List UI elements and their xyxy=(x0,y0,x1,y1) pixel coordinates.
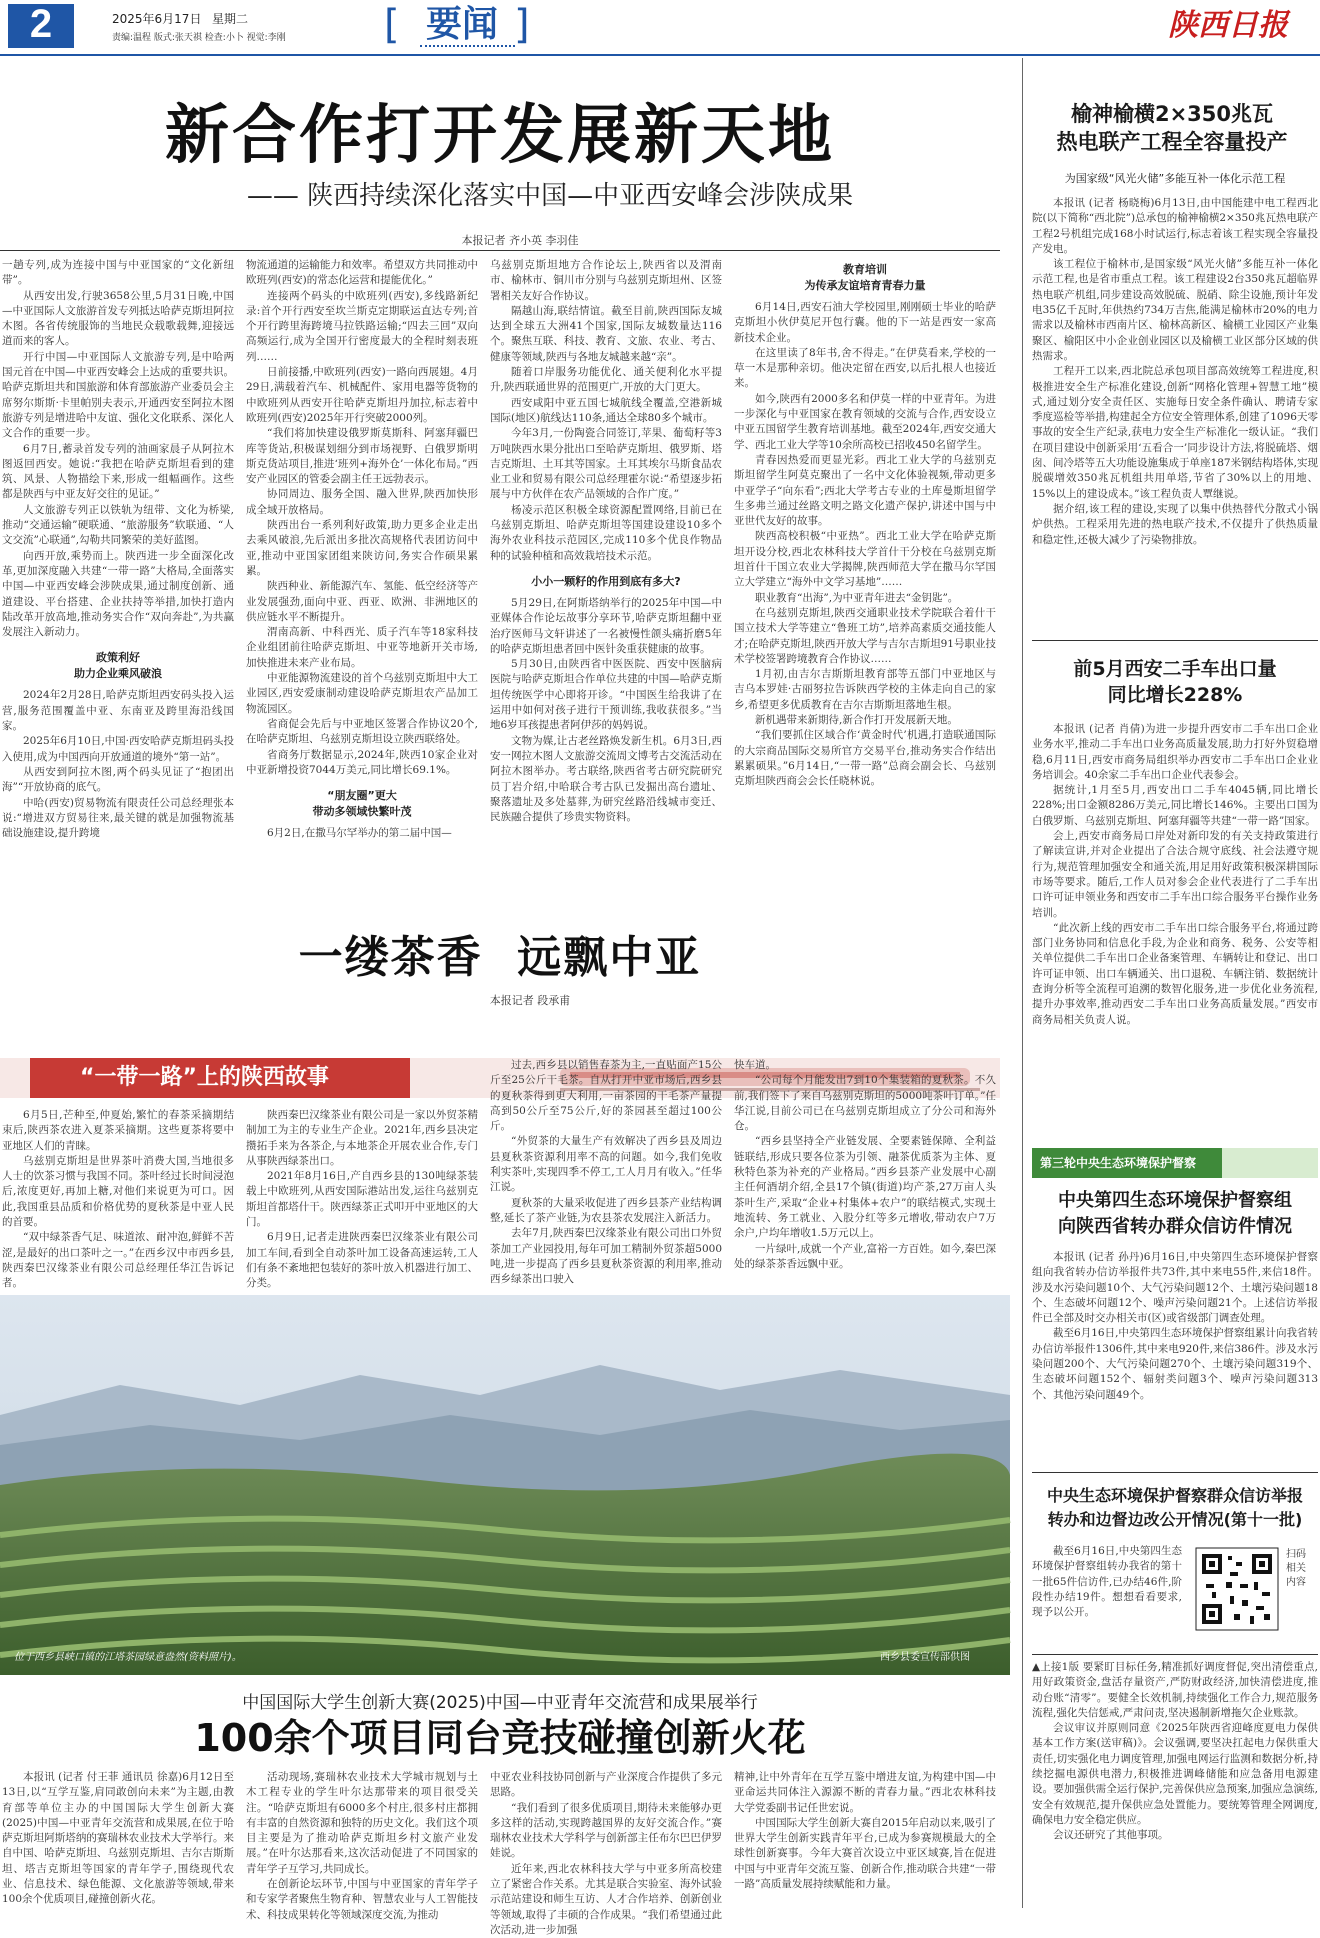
paragraph: 6月7日,蓄录首发专列的油画家晨子从阿拉木图返回西安。她说:“我把在哈萨克斯坦看到的建筑、风景、人物描绘下来,形成一组幅画作。这些都是陕西与中亚友好交往的见证。” xyxy=(2,442,234,501)
lead-col-2 xyxy=(246,258,478,908)
paragraph: “外贸茶的大量生产有效解决了西乡县及周边县夏秋茶资源利用率不高的问题。如今,我们免收利实茶叶,实现四季不停工,工人月月有收入。”任华江说。 xyxy=(490,1135,722,1194)
paragraph: 中哈(西安)贸易物流有限责任公司总经理张本说:“增进双方贸易往来,最关键的就是加强物流基础设施建设,提升跨境 xyxy=(2,796,234,840)
paragraph: 杨凌示范区积极全球资源配置网络,目前已在乌兹别克斯坦、哈萨克斯坦等国建设建设10多个海外农业科技示范园区,完成110多个优良作物品种的试验种植和高效栽培技术示范。 xyxy=(490,503,722,562)
paragraph: 会上,西安市商务局口岸处对新印发的有关支持政策进行了解读宣讲,并对企业提出了合法合规守底线、社会法遵守规行为,规范管理加强安全和通关流,用足用好政策积极深耕国际市场等要求。随后,工作人员对参会企业代表进行了二手车出口许可证申领业务和西安市二手车出口综合服务平台操作业务培训。 xyxy=(1032,830,1318,919)
sidebar-story-1-subtitle: 为国家级“风光火储”多能互补一体化示范工程 xyxy=(1064,172,1286,185)
lead-col-4 xyxy=(734,258,996,908)
sidebar-story-4-body xyxy=(1032,1544,1182,1644)
paragraph: 乌兹别克斯坦是世界茶叶消费大国,当地很多人士的饮茶习惯与我国不同。茶叶经过长时间浸泡后,浓度更好,再加上糖,对他们来说更为可口。因此,我国重县品质和价格优势的夏秋茶是中亚人民的首要。 xyxy=(2,1154,234,1229)
paragraph: 近年来,西北农林科技大学与中亚多所高校建立了紧密合作关系。尤其是联合实验室、海外试验示范站建设和师生互访、人才合作培养、创新创业等领域,取得了丰硕的合作成果。“我们希望通过此次活动,进一步加强 xyxy=(490,1862,722,1936)
paragraph: 据介绍,该工程的建设,实现了以集中供热替代分散式小锅炉供热。工程采用先进的热电联产技术,不仅提升了供热质量和稳定性,还极大减少了污染物排放。 xyxy=(1032,502,1318,546)
paragraph: 本报讯 (记者 杨晓梅)6月13日,由中国能建中电工程西北院(以下简称“西北院”)总承包的榆神榆横2×350兆瓦热电联产工程2号机组完成168小时试运行,标志着该工程实现全容量投产发电。 xyxy=(1032,197,1318,255)
paragraph: “西乡县坚持全产业链发展、全要素链保障、全利益链联结,形成只要各位茶为引领、融茶优质茶为主体、夏秋特色茶为补充的产业格局。”西乡县茶产业发展中心副主任何酒胡介绍,全县17个镇(街道)均产茶,27万亩人头茶叶生产,采取“企业+村集体+农户”的联结模式,实现土地流转、务工就业、入股分红等多元增收,带动农户7万余户,户均年增收1.5万元以上。 xyxy=(734,1135,996,1240)
paragraph: ▲上接1版 要紧盯目标任务,精准抓好调度督促,突出清偿重点,用好政策资金,盘活存量资产,严防财政经济,加快清偿进度,推动台账“清零”。要健全长效机制,持续强化工作合力,规范服务流程,强化失信惩戒,严肃问责,坚决遏制新增拖欠企业账款。 xyxy=(1032,1661,1318,1719)
paragraph: 5月30日,由陕西省中医医院、西安中医脑病医院与哈萨克斯坦合作单位共建的中国—哈萨克斯坦传统医学中心即将开诊。“中国医生给我讲了在运用中如何对孩子进行干预训练,我收获很多。”当地6岁耳孩提患者阿伊莎的妈妈说。 xyxy=(490,658,722,732)
eco-banner xyxy=(1032,1148,1318,1178)
page-number: 2 xyxy=(29,2,53,46)
paragraph: “我们要抓住区域合作‘黄金时代’机遇,打造联通国际的大宗商品国际交易所官方交易平台,推动务实合作结出累累硕果。”6月14日,“一带一路”总商会副会长、乌兹别克斯坦陕西商会会长任晓林说。 xyxy=(734,729,996,788)
vertical-divider xyxy=(1022,58,1023,1908)
subhead: 教育培训 为传承友谊培育青春力量 xyxy=(804,263,926,292)
section-bracket-right: ] xyxy=(514,2,530,48)
bottom-col-3 xyxy=(490,1770,722,1936)
bottom-col-4 xyxy=(734,1770,996,1910)
paragraph: 5月29日,在阿斯塔纳举行的2025年中国—中亚媒体合作论坛故事分享环节,哈萨克斯坦翻中亚治疗医师马文轩讲述了一名被慢性颌头痛折磨5年的哈萨克斯坦患者回中医针灸重获健康的故事。 xyxy=(490,596,722,655)
sidebar-story-1-body xyxy=(1032,196,1318,626)
paragraph: 今年3月,一份陶瓷合同签订,苹果、葡萄籽等3万吨陕西水果分批出口至哈萨克斯坦、俄罗斯、塔吉克斯坦、土耳其等国家。土耳其埃尔马斯食品农业工业和贸易有限公司总经理霍尔说:“希望逐步拓展与中方伙伴在农产品领域的合作广度。” xyxy=(490,427,722,501)
lead-rule xyxy=(0,250,1000,251)
paragraph: 隔越山海,联结情谊。截至目前,陕西国际友城达到全球五大洲41个国家,国际友城数量达116个。聚焦互联、科技、教育、文旅、农业、考古、健康等领域,陕西与各地友城越来越“亲”。 xyxy=(490,304,722,363)
paragraph: 去年7月,陕西秦巴汉缘茶业有限公司出口外贸茶加工产业园投用,每年可加工精制外贸茶超5000吨,进一步提高了西乡县夏秋茶资源的利用率,推动西乡绿茶出口驶入 xyxy=(490,1227,722,1286)
paragraph: 精神,让中外青年在互学互鉴中增进友谊,为构建中国—中亚命运共同体注入源源不断的青春力量。”西北农林科技大学党委副书记任世宏说。 xyxy=(734,1771,996,1814)
section-dotted-rule xyxy=(420,45,515,47)
paragraph: 快车道。 xyxy=(734,1059,776,1071)
sidebar-story-4-title: 中央生态环境保护督察群众信访举报 转办和边督边改公开情况(第十一批) xyxy=(1046,1486,1303,1529)
paragraph: 活动现场,赛瑞林农业技术大学城市规划与土木工程专业的学生叶尔达那带来的项目很受关注。“哈萨克斯坦有6000多个村庄,很多村庄都拥有丰富的自然资源和独特的历史文化。我们这个项目主要是为了推动哈萨克斯坦乡村文旅产业发展。”在叶尔达那看来,这次活动促进了不同国家的青年学子互学习,共同成长。 xyxy=(246,1771,478,1875)
sidebar-story-3-body xyxy=(1032,1250,1318,1460)
paragraph: “此次新上线的西安市二手车出口综合服务平台,将通过跨部门业务协同和信息化手段,为企业和商务、税务、公安等相关单位提供二手车出口企业备案管理、车辆转让和登记、出口许可证申领、出口车辆通关、出口退税、车辆注销、数据统计查询分析等全流程可追溯的数智化服务,进一步优化业务流程,提升办事效率,推动西安二手车出口业务高质量发展。”西安市商务局相关负责人说。 xyxy=(1032,921,1318,1026)
tea-col-1 xyxy=(2,1108,234,1298)
banner-text: “一带一路”上的陕西故事 xyxy=(80,1065,329,1090)
sidebar-story-5-body xyxy=(1032,1660,1318,1910)
paragraph: 该工程位于榆林市,是国家级“风光火储”多能互补一体化示范工程,也是省市重点工程。该工程建设2台350兆瓦超临界热电联产机组,同步建设高效脱硫、脱硝、除尘设施,预计年发电35亿千瓦时,年供热约734万吉焦,能满足榆林市20%的电力需求以及榆林市西南片区、榆林高新区、榆横工业园区产业集聚区、榆阳区中小企业创业园区以及榆横工业区部分区域的供热需求。 xyxy=(1032,258,1318,362)
paragraph: 6月5日,芒种至,仲夏始,繁忙的春茶采摘期结束后,陕西茶农进入夏茶采摘期。这些夏茶将要中亚地区人们的青睐。 xyxy=(2,1109,234,1152)
paragraph: “公司每个月能发出7到10个集装箱的夏秋茶。不久前,我们签下了来自乌兹别克斯坦的5000吨茶叶订单。”任华江说,目前公司已在乌兹别克斯坦成立了分公司和海外仓。 xyxy=(734,1074,996,1133)
paragraph: 一趟专列,成为连接中国与中亚国家的“文化新纽带”。 xyxy=(2,259,234,287)
section-name: 要闻 xyxy=(425,4,498,45)
tea-col-3 xyxy=(490,1058,722,1308)
paragraph: 青春因热爱而更显光彩。西北工业大学的乌兹别克斯坦留学生阿莫克聚出了一名中文化体验视频,带动更多中亚学子“向东看”;西北大学考古专业的土库曼斯坦留学生多弗兰通过丝路文明之路文化遗产保护,讲述中国与中亚世代友好的故事。 xyxy=(734,453,996,528)
paragraph: 会议还研究了其他事项。 xyxy=(1053,1829,1169,1842)
paragraph: 本报讯 (记者 付王菲 通讯员 徐嘉)6月12日至13日,以“互学互鉴,肩同敢创向未来”为主题,由教育部等单位主办的中国国际大学生创新大赛(2025)中国—中亚青年交流营和成果展,在位于哈萨克斯坦阿斯塔纳的赛瑞林农业技术大学举行。来自中国、哈萨克斯坦、乌兹别克斯坦、吉尔吉斯斯坦、塔吉克斯坦等国家的青年学子,围绕现代农业、信息技术、绿色能源、文化旅游等领域,带来100余个优质项目,碰撞创新火花。 xyxy=(2,1771,234,1906)
tea-col-4 xyxy=(734,1058,996,1308)
sidebar-rule xyxy=(1032,1654,1318,1655)
paragraph: 连接两个码头的中欧班列(西安),多线路新纪录:首个开行西安至坎兰斯克定期联运直达专列;首个开行跨里海跨境马拉铁路运输;“四去三回”双向高频运行,成为全国开行密度最大的全程时刻表班列…… xyxy=(246,289,478,363)
sidebar-story-2-body xyxy=(1032,722,1318,1142)
editors-line: 责编:温程 版式:张天祺 检查:小卜 视觉:李刚 xyxy=(112,33,286,43)
paragraph: 本报讯 (记者 肖倩)为进一步提升西安市二手车出口企业业务水平,推动二手车出口业务高质量发展,助力打好外贸稳增稳,6月11日,西安市商务局组织举办西安市二手车出口企业业务培训会。40余家二手车出口企业代表参会。 xyxy=(1032,723,1318,781)
subhead: 小小一颗籽的作用到底有多大? xyxy=(531,574,681,588)
bottom-headline: 100余个项目同台竞技碰撞创新火花 xyxy=(194,1716,806,1760)
paragraph: “我们将加快建设俄罗斯莫斯科、阿塞拜疆巴库等货站,积极谋划细分到市场视野、白俄罗斯明斯克货站项目,推进‘班列+海外仓’一体化布局。”西安产业园区的管委会副主任王远勃表示。 xyxy=(246,427,478,486)
paragraph: 文物为媒,让古老丝路焕发新生机。6月3日,西安一网拉木图人文旅游交流周文博考古交流活动在阿拉木图举办。考古联络,陕西省考古研究院研究员丁岩介绍,中哈联合考古队已发掘出高台遗址、聚落遗址及多处墓葬,为研究丝路沿线城市变迁、民族融合提供了珍贵实物资料。 xyxy=(490,734,722,824)
paragraph: 在创新论坛环节,中国与中亚国家的青年学子和专家学者聚焦生物育种、智慧农业与人工智能技术、科技成果转化等领域深度交流,为推动 xyxy=(246,1878,478,1921)
paragraph: 中国国际大学生创新大赛自2015年启动以来,吸引了世界大学生创新实践青年平台,已成为参赛规模最大的全球性创新赛事。今年大赛首次设立中亚区域赛,旨在促进中国与中亚青年交流互鉴、创新合作,推动联合共建“一带一路”高质量发展持续赋能和力量。 xyxy=(734,1816,996,1891)
bottom-col-1 xyxy=(2,1770,234,1910)
sidebar-story-2-title: 前5月西安二手车出口量 同比增长228% xyxy=(1073,658,1277,706)
page-header xyxy=(0,0,1320,58)
paragraph: 截至6月16日,中央第四生态环境保护督察组累计向我省转办信访举报件1306件,其中来电920件,来信386件。涉及水污染问题200个、大气污染问题270个、土壤污染问题319个、生态破坏问题152个、辐射类问题3个、噪声污染问题313个、其他污染问题49个。 xyxy=(1032,1327,1318,1401)
paragraph: 乌兹别克斯坦地方合作论坛上,陕西省以及渭南市、榆林市、铜川市分别与乌兹别克斯坦州、区签署相关友好合作协议。 xyxy=(490,259,722,302)
paragraph: 向西开放,乘势而上。陕西进一步全面深化改革,更加深度融入共建“一带一路”大格局,全面落实中国—中亚西安峰会涉陕成果,通过制度创新、通道建设、平台搭建、企业扶持等举措,加快打造内陆改革开放高地,推动务实合作“双向奔赴”,为共赢发展注入新动力。 xyxy=(2,549,234,639)
qr-code[interactable] xyxy=(1196,1548,1278,1630)
paragraph: 6月14日,西安石油大学校园里,刚刚硕士毕业的哈萨克斯坦小伙伊莫尼开包行囊。他的下一站是西安一家高新技术企业。 xyxy=(734,301,996,344)
paragraph: 过去,西乡县以销售春茶为主,一直贴面产15公斤至25公斤干毛茶。自从打开中亚市场后,西乡县的夏秋茶得到更大利用,一亩茶园的干毛茶产量提高到50公斤至75公斤,好的茶园甚至超过100公斤。 xyxy=(490,1059,722,1133)
paragraph: 夏秋茶的大量采收促进了西乡县茶产业结构调整,延长了茶产业链,为农县茶农发展注入新活力。 xyxy=(490,1196,722,1224)
masthead-logo: 陕西日报 xyxy=(1168,8,1288,43)
lead-subtitle: —— 陕西持续深化落实中国—中亚西安峰会涉陕成果 xyxy=(246,181,854,211)
eco-banner-text: 第三轮中央生态环境保护督察 xyxy=(1040,1156,1197,1170)
paragraph: 在这里读了8年书,舍不得走。”在伊莫看来,学校的一草一木是那种亲切。他决定留在西安,以后扎根人也接近来。 xyxy=(734,346,996,390)
paragraph: 陕西高校积极“中亚热”。西北工业大学在哈萨克斯坦开设分校,西北农林科技大学首什干分校在乌兹别克斯坦首什干国立农业大学揭牌,陕西师范大学在撒马尔罕国立大学建立“海外中文学习基地”…… xyxy=(734,530,996,589)
paragraph: 人文旅游专列正以铁轨为纽带、文化为桥梁,推动“交通运输”硬联通、“旅游服务”软联通、“人文交流”心联通”,勾勒共同繁荣的美好蓝图。 xyxy=(2,503,234,547)
paragraph: 日前接播,中欧班列(西安)一路向西展翅。4月29日,满载着汽车、机械配件、家用电器等货物的中欧班列从西安开往哈萨克斯坦丹加拉,标志着中欧班列(西安)2025年开行突破2000列。 xyxy=(246,366,478,424)
paragraph: 6月2日,在撒马尔罕举办的第二届中国— xyxy=(267,827,452,840)
date: 2025年6月17日 xyxy=(112,12,202,26)
paragraph: “双中绿茶香气足、味道浓、耐冲泡,鲜鲜不苦涩,是最好的出口茶叶之一。”在西乡汉中市西乡县,陕西秦巴汉缘茶业有限公司总经理任华江告诉记者。 xyxy=(2,1231,234,1290)
sidebar-rule xyxy=(1032,640,1318,641)
lead-byline: 本报记者 齐小英 李羽佳 xyxy=(461,234,579,247)
tea-garden-photo xyxy=(0,1295,1010,1675)
paragraph: 省商促会先后与中亚地区签署合作协议20个,在哈萨克斯坦、乌兹别克斯坦设立陕西联络处。 xyxy=(246,717,478,746)
paragraph: 职业教育“出海”,为中亚青年进去“金钥匙”。 xyxy=(755,591,959,604)
paragraph: 本报讯 (记者 孙丹)6月16日,中央第四生态环境保护督察组向我省转办信访举报件共73件,其中来电55件,来信18件。涉及水污染问题10个、大气污染问题12个、土壤污染问题18个、生态破坏问题12个、噪声污染问题21个。上述信访举报件已全部及时交办相关市(区)或省级部门调查处理。 xyxy=(1032,1251,1318,1325)
sidebar-story-3-title: 中央第四生态环境保护督察组 向陕西省转办群众信访件情况 xyxy=(1058,1190,1292,1237)
section-bracket-left: [ xyxy=(384,2,400,48)
bottom-kicker: 中国国际大学生创新大赛(2025)中国—中亚青年交流营和成果展举行 xyxy=(242,1693,758,1713)
paragraph: 物流通道的运输能力和效率。希望双方共同推动中欧班列(西安)的常态化运营和提能优化。” xyxy=(246,259,478,287)
paragraph: 中亚农业科技协同创新与产业深度合作提供了多元思路。 xyxy=(490,1771,722,1799)
sidebar-rule xyxy=(1032,1472,1318,1473)
paragraph: 开行中国—中亚国际人文旅游专列,是中哈两国元首在中国—中亚西安峰会上达成的重要共识。哈萨克斯坦共和国旅游和体育部旅游产业委员会主席努尔斯斯·卡里帕别夫表示,开通西安至阿拉木图旅游专列是增进哈中友谊、强化文化联系、深化人文合作的重要一步。 xyxy=(2,350,234,440)
paragraph: 陕西秦巴汉缘茶业有限公司是一家以外贸茶精制加工为主的专业生产企业。2021年,西乡县决定攒拓手来为各茶企,与本地茶企开展农业合作,专门从事陕西绿茶出口。 xyxy=(246,1109,478,1167)
sidebar-story-1-title: 榆神榆横2×350兆瓦 热电联产工程全容量投产 xyxy=(1056,102,1288,154)
paragraph: 从西安出发,行驶3658公里,5月31日晚,中国—中亚国际人文旅游首发专列抵达哈萨克斯坦阿拉木图。各省传统服饰的当地民众载歌载舞,迎接远道而来的客人。 xyxy=(2,289,234,348)
photo-caption: 位于西乡县峡口镇的江塔茶园绿意盎然(资料照片)。 xyxy=(14,1652,242,1663)
paragraph: 截至6月16日,中央第四生态环境保护督察组转办我省的第十一批65件信访件,已办结46件,阶段性办结19件。想想看看要求,现予以公开。 xyxy=(1032,1545,1182,1619)
subhead: 政策利好 助力企业乘风破浪 xyxy=(74,651,162,681)
paragraph: 西安咸阳中亚五国七城航线全覆盖,空港新城国际(地区)航线达110条,通达全球80多个城市。 xyxy=(490,396,722,424)
subhead: “朋友圈”更大 带动多领域快繁叶茂 xyxy=(312,789,412,819)
paragraph: 1月初,由吉尔吉斯斯坦教育部等五部门中亚地区与吉乌本罗娃·古丽努拉告诉陕西学校的主体走向自己的家乡,希望更多优质教育在吉尔吉斯斯坦落地生根。 xyxy=(734,668,996,711)
paragraph: 协同周边、服务全国、融入世界,陕西加快形成全域开放格局。 xyxy=(246,488,478,516)
paragraph: 如今,陕西有2000多名和伊莫一样的中亚青年。为进一步深化与中亚国家在教育领域的交流与合作,西安设立中亚五国留学生教育培训基地。截至2024年,西安交通大学、西北工业大学等10余所高校已招收450名留学生。 xyxy=(734,392,996,451)
paragraph: 渭南高新、中科西光、质子汽车等18家科技企业组团前往哈萨克斯坦、中亚等地新开关市场,加快推进未来产业布局。 xyxy=(246,626,478,669)
lead-col-1 xyxy=(2,258,234,908)
paragraph: 从西安到阿拉木图,两个码头见证了“抱团出海”“开放协商的底气。 xyxy=(2,765,234,794)
paragraph: 工程开工以来,西北院总承包项目部高效统筹工程进度,积极推进安全生产标准化建设,创新“网格化管理+智慧工地”模式,通过划分安全责任区、实施每日安全条件确认、聘请专家季度巡检等举措,构建起全方位安全管理体系,创建了1096天零事故的安全生产纪录,获电力安全生产标准化一级认证。“我们在项目建设中创新采用‘五看合一’同步设计方法,将脱硫塔、烟囱、间冷塔等五大功能设施集成于单座187米钢结构塔体,实现脱碳增效350兆瓦机组共用单塔,节省了30%以上的用地、15%以上的建设成本。”该工程负责人覃继说。 xyxy=(1032,365,1318,500)
header-rule xyxy=(0,54,1320,56)
qr-label: 扫码 相关内容 xyxy=(1286,1549,1306,1588)
paragraph: 一片绿叶,成就一个产业,富裕一方百姓。如今,秦巴深处的绿茶茶香远飘中亚。 xyxy=(734,1242,997,1270)
paragraph: 在乌兹别克斯坦,陕西交通职业技术学院联合着什干国立技术大学等建立“鲁班工坊”,培养高素质交通技能人才;在哈萨克斯坦,陕西开放大学与吉尔吉斯坦91号职业技术学校签署跨境教育合作协议…… xyxy=(734,606,996,665)
weekday: 星期二 xyxy=(212,12,249,26)
lead-col-3 xyxy=(490,258,722,908)
paragraph: 2021年8月16日,产自西乡县的130吨绿茶装载上中欧班列,从西安国际港站出发,运往乌兹别克斯坦首都塔什干。陕西绿茶正式叩开中亚地区的大门。 xyxy=(246,1170,478,1229)
paragraph: 会议审议并原则同意《2025年陕西省迎峰度夏电力保供基本工作方案(送审稿)》。会议强调,要坚决扛起电力保供重大责任,切实强化电力调度管理,加强电网运行监测和数据分析,持续挖掘电源供电潜力,积极推进调峰储能和应急备用电源建设。要加强供需全运行保护,完善保供应急预案,加强应急演练,安全有效规范,提升保供应急处置能力。要统筹管理全网调度,确保电力安全稳定供应。 xyxy=(1032,1722,1318,1826)
photo-credit: 西乡县委宣传部供图 xyxy=(880,1652,970,1663)
paragraph: 陕西种业、新能源汽车、氢能、低空经济等产业发展强劲,面向中亚、西亚、欧洲、非洲地区的供应链水平不断提升。 xyxy=(246,580,478,623)
tea-headline: 一缕茶香 远飘中亚 xyxy=(298,932,702,983)
paragraph: 省商务厅数据显示,2024年,陕西10家企业对中亚新增投资7044万美元,同比增长69.1%。 xyxy=(246,748,478,776)
paragraph: 新机遇带来新期待,新合作打开发展新天地。 xyxy=(755,714,958,727)
lead-headline: 新合作打开发展新天地 xyxy=(165,99,835,173)
paragraph: “我们看到了很多优质项目,期待未来能够办更多这样的活动,实现跨越国界的友好交流合作。”赛瑞林农业技术大学科学与创新部主任布尔巴巴伊罗娃说。 xyxy=(490,1801,722,1860)
paragraph: 陕西出台一系列利好政策,助力更多企业走出去乘风破浪,先后派出多批次高规格代表团访问中亚,推动中亚国家团组来陕访问,务实合作硕果累累。 xyxy=(246,519,478,577)
tea-byline: 本报记者 段承甫 xyxy=(489,994,571,1007)
paragraph: 6月9日,记者走进陕西秦巴汉缘茶业有限公司加工车间,看到全自动茶叶加工设备高速运转,工人们有条不紊地把包装好的茶叶放入机器进行加工、分类。 xyxy=(246,1231,478,1290)
paragraph: 中亚能源物流建设的首个乌兹别克斯坦中大工业园区,西安爱康制动建设哈萨克斯坦农产品加工物流园区。 xyxy=(246,672,478,715)
tea-col-2 xyxy=(246,1108,478,1298)
paragraph: 2024年2月28日,哈萨克斯坦西安码头投入运营,服务范围覆盖中亚、东南亚及跨里海沿线国家。 xyxy=(2,689,234,733)
paragraph: 随着口岸服务功能优化、通关便利化水平提升,陕西联通世界的范围更广,开放的大门更大。 xyxy=(490,366,722,394)
paragraph: 2025年6月10日,中国·西安哈萨克斯坦码头投入使用,成为中国西向开放通道的境外“第一站”。 xyxy=(2,735,234,763)
bottom-col-2 xyxy=(246,1770,478,1921)
paragraph: 据统计,1月至5月,西安出口二手车4045辆,同比增长228%;出口金额8286万美元,同比增长146%。主要出口国为白俄罗斯、乌兹别克斯坦、阿塞拜疆等共建“一带一路”国家。 xyxy=(1032,784,1318,827)
